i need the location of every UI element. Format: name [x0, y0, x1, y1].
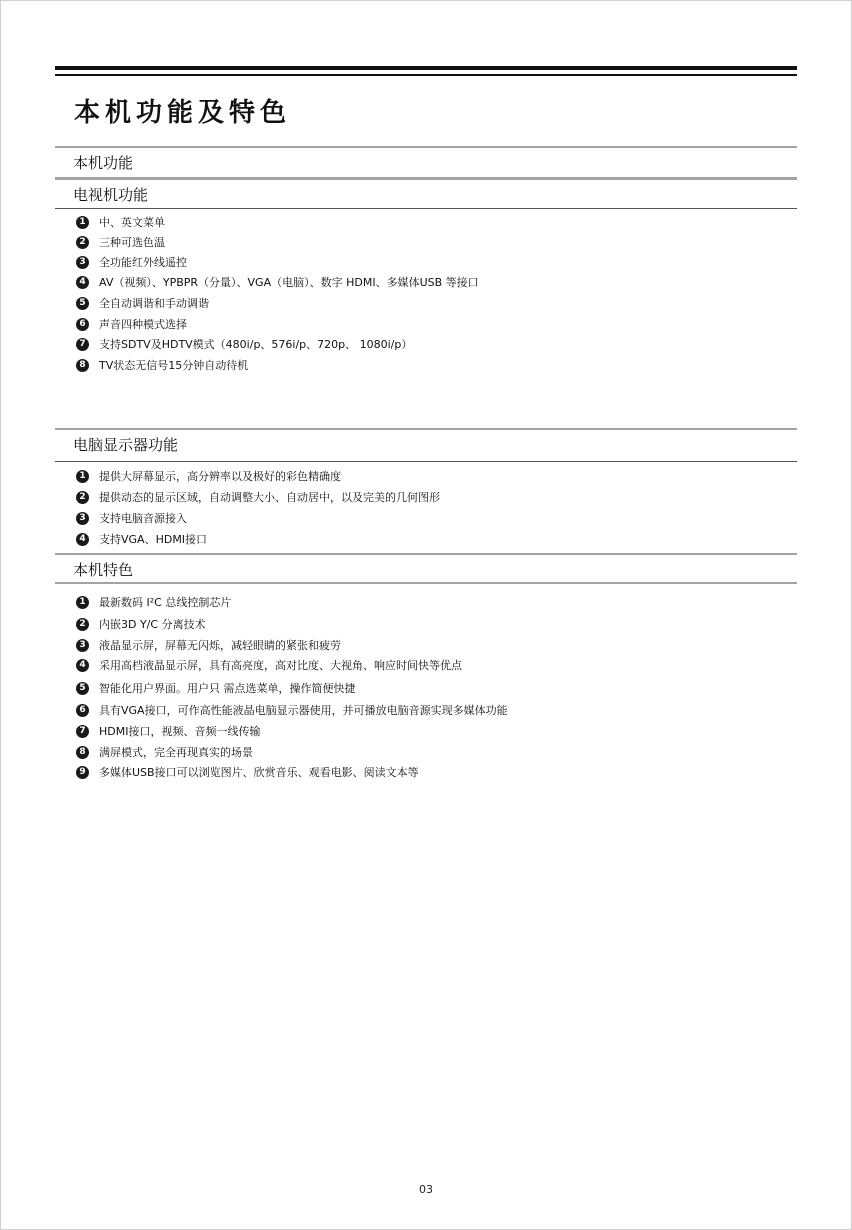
list-item — [76, 723, 260, 739]
list-item — [76, 637, 341, 653]
list-item-text: 提供大屏幕显示，高分辨率以及极好的彩色精确度 — [99, 470, 341, 483]
list-item-text: 中、英文菜单 — [99, 216, 165, 229]
list-item-text: 全自动调谐和手动调谐 — [99, 297, 209, 310]
list-item-text: 全功能红外线遥控 — [99, 256, 187, 269]
number-bullet-icon: 5 — [76, 297, 89, 310]
number-bullet-icon: 1 — [76, 216, 89, 229]
number-bullet-icon: 7 — [76, 338, 89, 351]
list-item-text: 内嵌3D Y/C 分离技术 — [99, 618, 206, 631]
number-bullet-icon: 4 — [76, 533, 89, 546]
section-header-tv — [55, 178, 797, 209]
list-item — [76, 357, 248, 373]
list-item-text: 支持VGA、HDMI接口 — [99, 533, 208, 546]
list-item — [76, 468, 341, 484]
list-item-text: 多媒体USB接口可以浏览图片、欣赏音乐、观看电影、阅读文本等 — [99, 766, 419, 779]
number-bullet-icon: 3 — [76, 512, 89, 525]
number-bullet-icon: 4 — [76, 659, 89, 672]
list-item — [76, 531, 207, 547]
number-bullet-icon: 9 — [76, 766, 89, 779]
section-header-pc — [55, 428, 797, 462]
number-bullet-icon: 2 — [76, 491, 89, 504]
number-bullet-icon: 6 — [76, 704, 89, 717]
section-header-characteristics — [55, 553, 797, 584]
section-header-pc-label: 电脑显示器功能 — [73, 436, 179, 454]
list-item-text: 最新数码 I²C 总线控制芯片 — [99, 596, 232, 609]
list-item — [76, 657, 462, 673]
number-bullet-icon: 3 — [76, 256, 89, 269]
number-bullet-icon: 4 — [76, 276, 89, 289]
list-item-text: HDMI接口，视频、音频一线传输 — [99, 725, 261, 738]
number-bullet-icon: 2 — [76, 236, 89, 249]
list-item-text: 提供动态的显示区域，自动调整大小、自动居中，以及完美的几何图形 — [99, 491, 440, 504]
number-bullet-icon: 3 — [76, 639, 89, 652]
list-item-text: 液晶显示屏，屏幕无闪烁，减轻眼睛的紧张和疲劳 — [99, 639, 341, 652]
list-item-text: AV（视频）、YPBPR（分量）、VGA（电脑）、数字 HDMI、多媒体USB 等接口 — [99, 276, 479, 289]
top-rule-thin — [55, 74, 797, 76]
list-item-text: 支持电脑音源接入 — [99, 512, 187, 525]
number-bullet-icon: 8 — [76, 359, 89, 372]
list-item — [76, 336, 412, 352]
list-item — [76, 594, 231, 610]
number-bullet-icon: 1 — [76, 470, 89, 483]
list-item — [76, 680, 356, 696]
list-item — [76, 510, 187, 526]
list-item — [76, 702, 508, 718]
list-item — [76, 234, 165, 250]
list-item-text: TV状态无信号15分钟自动待机 — [99, 359, 249, 372]
section-header-characteristics-label: 本机特色 — [73, 561, 134, 579]
page-title: 本机功能及特色 — [74, 98, 292, 128]
section-header-features-label: 本机功能 — [73, 154, 134, 172]
number-bullet-icon: 1 — [76, 596, 89, 609]
list-item-text: 采用高档液晶显示屏，具有高亮度，高对比度、大视角、响应时间快等优点 — [99, 659, 462, 672]
list-item — [76, 744, 253, 760]
list-item — [76, 254, 187, 270]
list-item-text: 支持SDTV及HDTV模式（480i/p、576i/p、720p、 1080i/p） — [99, 338, 413, 351]
top-rule-thick — [55, 66, 797, 70]
number-bullet-icon: 5 — [76, 682, 89, 695]
list-item — [76, 274, 479, 290]
list-item — [76, 316, 187, 332]
list-item-text: 智能化用户界面。用户只 需点选菜单，操作简便快捷 — [99, 682, 356, 695]
number-bullet-icon: 2 — [76, 618, 89, 631]
list-item — [76, 295, 209, 311]
list-item — [76, 616, 206, 632]
number-bullet-icon: 7 — [76, 725, 89, 738]
list-item — [76, 764, 419, 780]
page-number: 03 — [419, 1183, 433, 1196]
list-item-text: 三种可选色温 — [99, 236, 165, 249]
list-item-text: 满屏模式，完全再现真实的场景 — [99, 746, 253, 759]
number-bullet-icon: 6 — [76, 318, 89, 331]
number-bullet-icon: 8 — [76, 746, 89, 759]
section-header-tv-label: 电视机功能 — [73, 186, 149, 204]
section-header-features — [55, 146, 797, 179]
list-item — [76, 489, 440, 505]
list-item — [76, 214, 165, 230]
list-item-text: 具有VGA接口，可作高性能液晶电脑显示器使用，并可播放电脑音源实现多媒体功能 — [99, 704, 508, 717]
list-item-text: 声音四种模式选择 — [99, 318, 187, 331]
